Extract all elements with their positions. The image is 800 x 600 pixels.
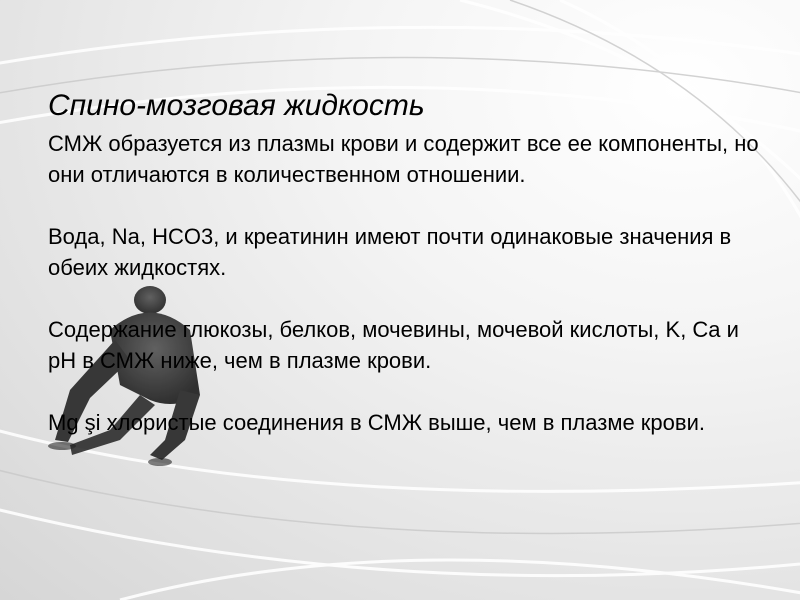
paragraph-lower-values: Содержание глюкозы, белков, мочевины, мочевой кислоты, K, Ca и pH в СМЖ ниже, чем в плазме крови. bbox=[48, 317, 739, 373]
slide-content bbox=[48, 88, 768, 438]
paragraph-equal-values: Вода, Na, HCO3, и креатинин имеют почти одинаковые значения в обеих жидкостях. bbox=[48, 224, 732, 280]
paragraph-formation: СМЖ образуется из плазмы крови и содержит все ее компоненты, но они отличаются в количественном отношении. bbox=[48, 131, 759, 187]
paragraph-higher-values: Mg şi хлористые соединения в СМЖ выше, чем в плазме крови. bbox=[48, 410, 705, 435]
slide-title: Спино-мозговая жидкость bbox=[48, 89, 425, 122]
slide-body bbox=[48, 128, 768, 438]
